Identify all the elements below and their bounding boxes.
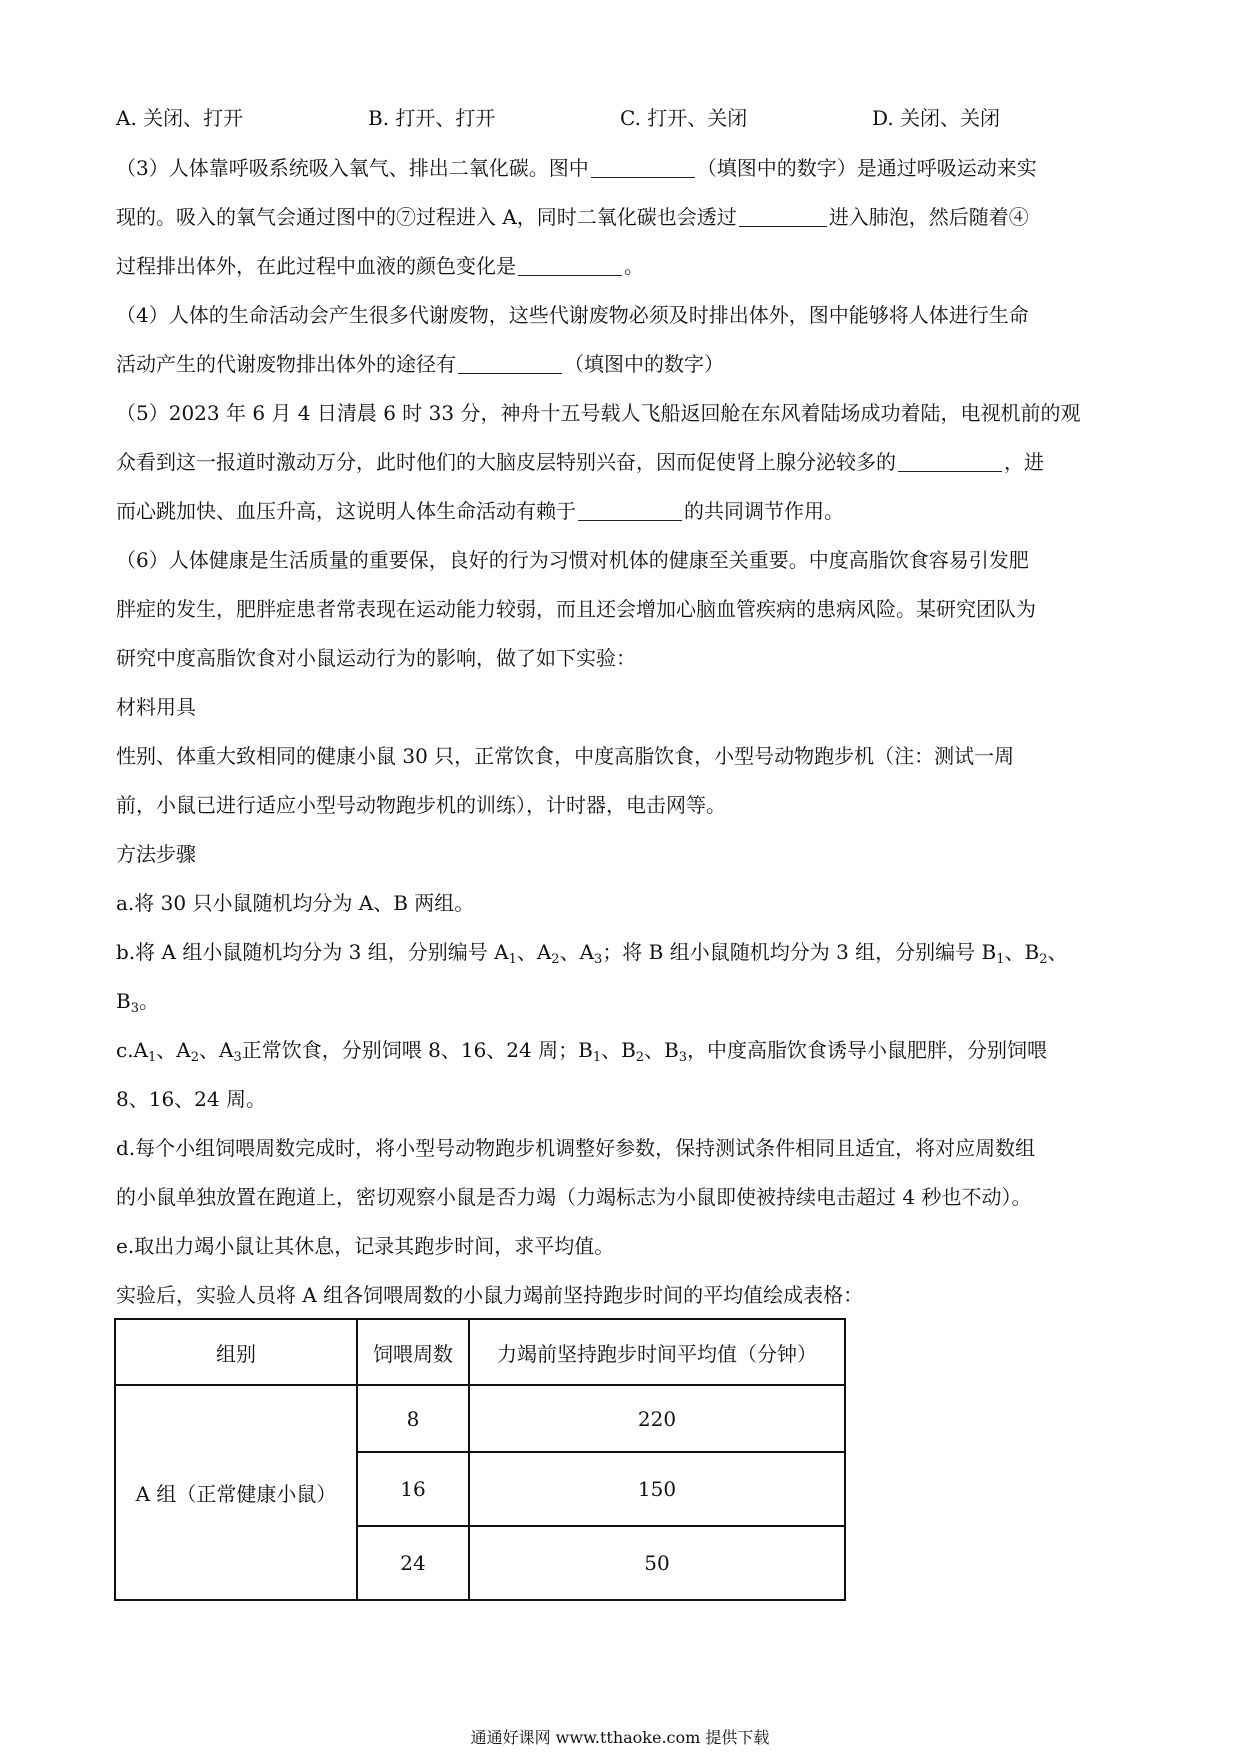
header-group: 组别	[115, 1319, 357, 1385]
subscript: 1	[996, 952, 1005, 967]
q5-line-1: （5）2023 年 6 月 4 日清晨 6 时 33 分，神舟十五号载人飞船返回舱在东风着陆场成功着陆，电视机前的观	[116, 401, 1081, 425]
answer-blank	[898, 451, 1002, 472]
q6-line-1: （6）人体健康是生活质量的重要保，良好的行为习惯对机体的健康至关重要。中度高脂饮食容易引发肥	[116, 548, 1029, 572]
step-c-text: 、A	[156, 1038, 191, 1062]
subscript: 2	[551, 952, 560, 967]
step-d-line-1: d.每个小组饲喂周数完成时，将小型号动物跑步机调整好参数，保持测试条件相同且适宜，将对应周数组	[116, 1136, 1036, 1160]
q4-line-1: （4）人体的生命活动会产生很多代谢废物，这些代谢废物必须及时排出体外，图中能够将人体进行生命	[116, 303, 1029, 327]
header-weeks: 饲喂周数	[357, 1319, 469, 1385]
step-b-text: 。	[138, 989, 159, 1013]
group-cell: A 组（正常健康小鼠）	[115, 1385, 357, 1600]
option-a: A. 关闭、打开	[116, 106, 244, 130]
answer-blank	[739, 206, 827, 227]
materials-line-2: 前，小鼠已进行适应小型号动物跑步机的训练），计时器，电击网等。	[116, 793, 726, 817]
step-c-text: 正常饮食，分别饲喂 8、16、24 周；B	[241, 1038, 593, 1062]
answer-blank	[518, 255, 622, 276]
q3-text: （填图中的数字）是通过呼吸运动来实	[696, 156, 1037, 180]
q4-text: 活动产生的代谢废物排出体外的途径有	[116, 352, 456, 376]
step-b-line-1	[116, 938, 1067, 966]
header-time: 力竭前坚持跑步时间平均值（分钟）	[469, 1319, 845, 1385]
q3-line-3	[116, 252, 644, 280]
answer-options	[116, 104, 1046, 136]
method-heading: 方法步骤	[116, 842, 196, 866]
step-b-text: b.将 A 组小鼠随机均分为 3 组，分别编号 A	[116, 940, 509, 964]
option-c: C. 打开、关闭	[620, 106, 748, 130]
step-c-text: 、B	[644, 1038, 679, 1062]
table-intro: 实验后，实验人员将 A 组各饲喂周数的小鼠力竭前坚持跑步时间的平均值绘成表格：	[116, 1283, 864, 1307]
step-c-text: c.A	[116, 1038, 149, 1062]
q3-text: （3）人体靠呼吸系统吸入氧气、排出二氧化碳。图中	[116, 156, 589, 180]
time-cell: 220	[469, 1385, 845, 1452]
q3-line-1	[116, 154, 1037, 182]
subscript: 1	[508, 952, 517, 967]
q5-line-2	[116, 448, 1044, 476]
subscript: 3	[130, 1001, 139, 1016]
step-b-text: 、A	[516, 940, 552, 964]
subscript: 2	[1039, 952, 1048, 967]
q5-text: ，进	[1004, 450, 1044, 474]
answer-blank	[591, 157, 695, 178]
q4-text: （填图中的数字）	[564, 352, 724, 376]
step-c-line-2: 8、16、24 周。	[116, 1087, 266, 1111]
q4-line-2	[116, 350, 724, 378]
step-c-line-1	[116, 1036, 1047, 1064]
step-e: e.取出力竭小鼠让其休息，记录其跑步时间，求平均值。	[116, 1234, 615, 1258]
q5-line-3	[116, 497, 844, 525]
step-c-text: 、B	[601, 1038, 636, 1062]
time-cell: 150	[469, 1452, 845, 1526]
q6-line-2: 胖症的发生，肥胖症患者常表现在运动能力较弱，而且还会增加心脑血管疾病的患病风险。某研究团队为	[116, 597, 1036, 621]
page-footer: 通通好课网 www.tthaoke.com 提供下载	[470, 1728, 770, 1747]
step-b-text: 、A	[559, 940, 595, 964]
step-b-text: ；将 B 组小鼠随机均分为 3 组，分别编号 B	[602, 940, 997, 964]
subscript: 3	[678, 1050, 688, 1065]
table-header-row	[115, 1319, 845, 1385]
subscript: 1	[592, 1050, 602, 1065]
weeks-cell: 16	[357, 1452, 469, 1526]
weeks-cell: 8	[357, 1385, 469, 1452]
q6-line-3: 研究中度高脂饮食对小鼠运动行为的影响，做了如下实验：	[116, 646, 636, 670]
subscript: 3	[594, 952, 603, 967]
option-b: B. 打开、打开	[368, 106, 496, 130]
step-b-text: B	[116, 989, 131, 1013]
option-d: D. 关闭、关闭	[872, 106, 1001, 130]
q5-text: 众看到这一报道时激动万分，此时他们的大脑皮层特别兴奋，因而促使肾上腺分泌较多的	[116, 450, 896, 474]
table-row	[115, 1385, 845, 1452]
time-cell: 50	[469, 1526, 845, 1600]
q5-text: 的共同调节作用。	[684, 499, 844, 523]
q5-text: 而心跳加快、血压升高，这说明人体生命活动有赖于	[116, 499, 576, 523]
q3-text: 现的。吸入的氧气会通过图中的⑦过程进入 A，同时二氧化碳也会透过	[116, 205, 737, 229]
materials-heading: 材料用具	[116, 695, 196, 719]
step-b-text: 、B	[1004, 940, 1040, 964]
step-b-line-2	[116, 987, 159, 1015]
step-c-text: ，中度高脂饮食诱导小鼠肥胖，分别饲喂	[687, 1038, 1048, 1062]
step-d-line-2: 的小鼠单独放置在跑道上，密切观察小鼠是否力竭（力竭标志为小鼠即使被持续电击超过 4 秒也不动）。	[116, 1185, 1032, 1209]
step-a: a.将 30 只小鼠随机均分为 A、B 两组。	[116, 891, 475, 915]
materials-line-1: 性别、体重大致相同的健康小鼠 30 只，正常饮食，中度高脂饮食，小型号动物跑步机（注：测试一周	[116, 744, 1015, 768]
step-c-text: 、A	[199, 1038, 234, 1062]
weeks-cell: 24	[357, 1526, 469, 1600]
step-b-text: 、	[1047, 940, 1068, 964]
q3-text: 过程排出体外，在此过程中血液的颜色变化是	[116, 254, 516, 278]
subscript: 1	[148, 1050, 157, 1065]
q3-text: 进入肺泡，然后随着④	[828, 205, 1029, 229]
answer-blank	[578, 500, 682, 521]
q3-text: 。	[624, 254, 644, 278]
q3-line-2	[116, 203, 1029, 231]
answer-blank	[458, 353, 562, 374]
results-table	[114, 1318, 846, 1601]
subscript: 2	[635, 1050, 645, 1065]
subscript: 3	[233, 1050, 242, 1065]
subscript: 2	[190, 1050, 200, 1065]
